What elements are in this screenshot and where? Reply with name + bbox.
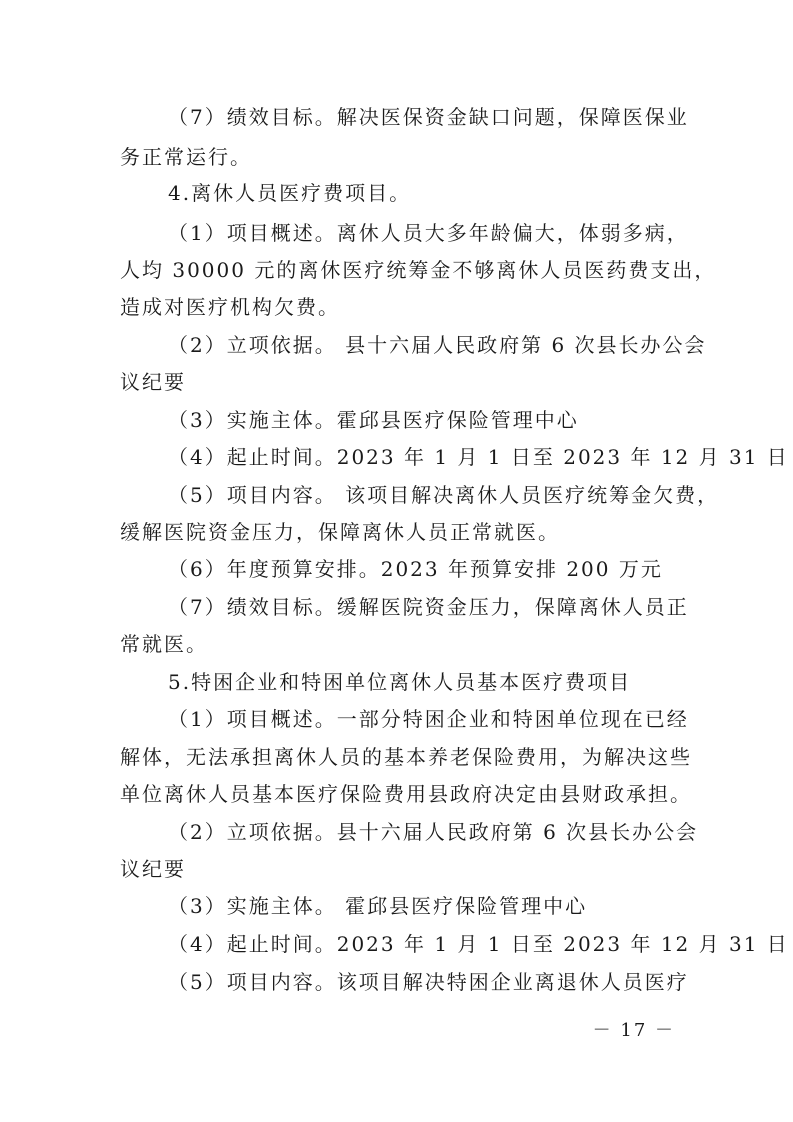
paragraph-line-19: 单位离休人员基本医疗保险费用县政府决定由县财政承担。: [120, 782, 692, 806]
paragraph-line-15: 常就医。: [120, 632, 208, 656]
paragraph-line-17: （1）项目概述。一部分特困企业和特困单位现在已经: [168, 707, 689, 731]
paragraph-line-23: （4）起止时间。2023 年 1 月 1 日至 2023 年 12 月 31 日: [168, 932, 789, 956]
paragraph-line-21: 议纪要: [120, 857, 186, 881]
page-number: － 17 －: [592, 1020, 675, 1041]
paragraph-line-10: （4）起止时间。2023 年 1 月 1 日至 2023 年 12 月 31 日: [168, 445, 789, 469]
paragraph-line-11: （5）项目内容。 该项目解决离休人员医疗统筹金欠费，: [168, 483, 720, 507]
paragraph-line-12: 缓解医院资金压力，保障离休人员正常就医。: [120, 520, 560, 544]
paragraph-line-7: （2）立项依据。 县十六届人民政府第 6 次县长办公会: [168, 333, 707, 357]
section-heading-5: 5.特困企业和特困单位离休人员基本医疗费项目: [168, 670, 632, 694]
paragraph-line-2: 务正常运行。: [120, 145, 252, 169]
paragraph-line-4: （1）项目概述。离休人员大多年龄偏大，体弱多病，: [168, 221, 689, 245]
paragraph-line-22: （3）实施主体。 霍邱县医疗保险管理中心: [168, 894, 588, 918]
paragraph-line-13: （6）年度预算安排。2023 年预算安排 200 万元: [168, 557, 663, 581]
paragraph-line-20: （2）立项依据。县十六届人民政府第 6 次县长办公会: [168, 820, 699, 844]
section-heading-4: 4.离休人员医疗费项目。: [168, 181, 412, 205]
paragraph-line-9: （3）实施主体。霍邱县医疗保险管理中心: [168, 408, 579, 432]
paragraph-line-6: 造成对医疗机构欠费。: [120, 295, 340, 319]
paragraph-line-8: 议纪要: [120, 370, 186, 394]
paragraph-line-14: （7）绩效目标。缓解医院资金压力，保障离休人员正: [168, 595, 689, 619]
paragraph-line-1: （7）绩效目标。解决医保资金缺口问题，保障医保业: [168, 105, 689, 129]
paragraph-line-24: （5）项目内容。该项目解决特困企业离退休人员医疗: [168, 970, 689, 994]
paragraph-line-18: 解体，无法承担离休人员的基本养老保险费用，为解决这些: [120, 745, 692, 769]
paragraph-line-5: 人均 30000 元的离休医疗统筹金不够离休人员医药费支出，: [120, 258, 717, 282]
